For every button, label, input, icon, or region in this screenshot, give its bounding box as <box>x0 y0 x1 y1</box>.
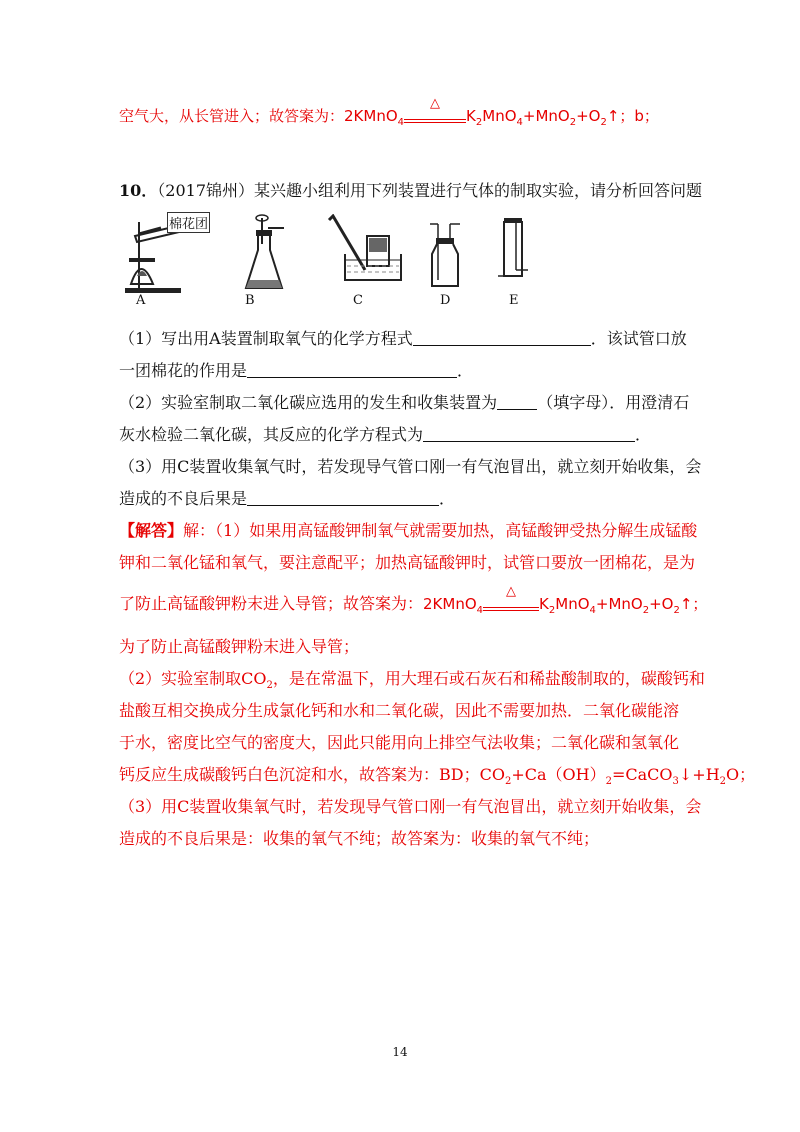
apparatus-b-diagram <box>242 214 290 296</box>
q2-device-blank[interactable] <box>497 393 537 410</box>
apparatus-e-diagram <box>494 214 534 296</box>
answer-line3: 了防止高锰酸钾粉末进入导管；故答案为：2KMnO$_4$ △ $K_2MnO_4+MnO_2+O_2↑$； <box>119 583 708 616</box>
q2-line1: （2）实验室制取二氧化碳应选用的发生和收集装置为 （填字母）．用澄清石 <box>119 393 690 412</box>
q1-line2: 一团棉花的作用是 ． <box>119 361 474 380</box>
apparatus-c-diagram <box>325 214 405 296</box>
answer-line8: 钙反应生成碳酸钙白色沉淀和水，故答案为：BD；$CO_2+Ca(OH)_2=CaCO_3↓+H_2O$； <box>119 765 756 788</box>
question-text: 某兴趣小组利用下列装置进行气体的制取实验，请分析回答问题 <box>254 181 703 200</box>
q2-line2: 灰水检验二氧化碳，其反应的化学方程式为 ． <box>119 425 652 444</box>
carryover-line <box>119 95 659 128</box>
answer-line2: 钾和二氧化锰和氧气，要注意配平；加热高锰酸钾时，试管口要放一团棉花，是为 <box>119 553 696 572</box>
q2-equation-blank[interactable] <box>423 425 635 442</box>
equation-top: 2KMnO$_4$ △ $K_2MnO_4+MnO_2+O_2↑$；b； <box>344 95 659 128</box>
answer-line9: （3）用C装置收集氧气时，若发现导气管口刚一有气泡冒出，就立刻开始收集，会 <box>119 797 702 816</box>
reaction-arrow-answer: △ <box>483 594 539 616</box>
question-stem <box>119 179 702 203</box>
q3-line2: 造成的不良后果是 ． <box>119 489 456 508</box>
apparatus-label-e: E <box>509 293 519 308</box>
answer-line6: 盐酸互相交换成分生成氯化钙和水和二氧化碳，因此不需要加热．二氧化碳能溶 <box>119 701 680 720</box>
q1-line1: （1）写出用A装置制取氧气的化学方程式 ．该试管口放 <box>119 329 687 348</box>
q1-cotton-blank[interactable] <box>247 361 457 378</box>
apparatus-label-b: B <box>245 293 255 308</box>
answer-line4: 为了防止高锰酸钾粉末进入导管； <box>119 637 360 656</box>
q3-line1: （3）用C装置收集氧气时，若发现导气管口刚一有气泡冒出，就立刻开始收集，会 <box>119 457 702 476</box>
answer-line1: 【解答】解：（1）如果用高锰酸钾制氧气就需要加热，高锰酸钾受热分解生成锰酸 <box>119 521 698 540</box>
answer-line10: 造成的不良后果是：收集的氧气不纯；故答案为：收集的氧气不纯； <box>119 829 600 848</box>
question-source: （2017锦州） <box>157 181 255 200</box>
q3-answer-blank[interactable] <box>247 489 439 506</box>
cotton-label: 棉花团 <box>167 212 210 233</box>
answer-line5: （2）实验室制取$CO_2$，是在常温下，用大理石或石灰石和稀盐酸制取的，碳酸钙和 <box>119 669 705 692</box>
q1-answer-blank[interactable] <box>413 329 591 346</box>
apparatus-label-c: C <box>353 293 363 308</box>
apparatus-d-diagram <box>426 214 466 296</box>
answer-line7: 于水，密度比空气的密度大，因此只能用向上排空气法收集；二氧化碳和氢氧化 <box>119 733 680 752</box>
question-number: 10． <box>119 181 158 200</box>
page-number: 14 <box>392 1045 408 1059</box>
apparatus-label-a: A <box>136 293 146 308</box>
carryover-text: 空气大，从长管进入；故答案为： <box>119 107 345 125</box>
equation-answer: 2KMnO$_4$ △ $K_2MnO_4+MnO_2+O_2↑$； <box>423 583 708 616</box>
answer-tag: 【解答】 <box>119 521 184 540</box>
reaction-arrow: △ <box>404 106 466 128</box>
apparatus-label-d: D <box>440 293 451 308</box>
